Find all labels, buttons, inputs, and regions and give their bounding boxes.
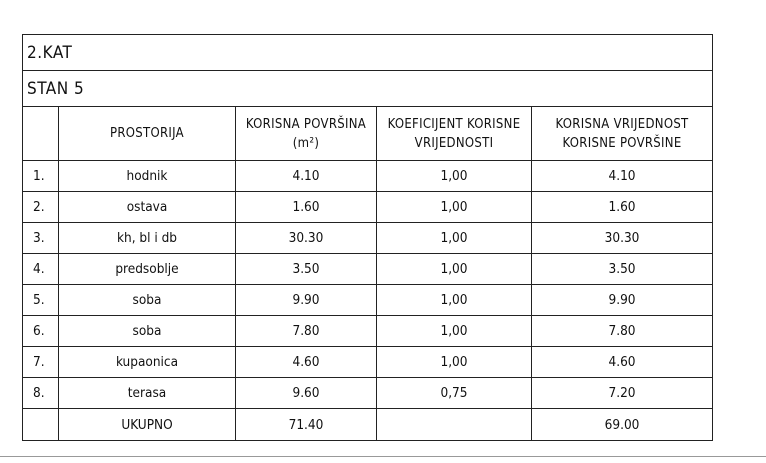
floor-title: 2.KAT	[23, 35, 713, 71]
row-number: 3.	[23, 223, 59, 254]
row-number: 8.	[23, 378, 59, 409]
room-name: predsoblje	[59, 254, 236, 285]
usable-value: 7.20	[532, 378, 713, 409]
room-name: soba	[59, 285, 236, 316]
value-coefficient: 0,75	[377, 378, 532, 409]
floor-row	[23, 35, 713, 71]
usable-area: 4.60	[236, 347, 377, 378]
table-row	[23, 285, 713, 316]
usable-value: 9.90	[532, 285, 713, 316]
usable-value: 3.50	[532, 254, 713, 285]
value-coefficient: 1,00	[377, 192, 532, 223]
row-number: 5.	[23, 285, 59, 316]
usable-area: 30.30	[236, 223, 377, 254]
area-table	[22, 34, 713, 441]
usable-value: 30.30	[532, 223, 713, 254]
column-header-row	[23, 107, 713, 161]
row-number: 7.	[23, 347, 59, 378]
room-name: ostava	[59, 192, 236, 223]
value-coefficient: 1,00	[377, 223, 532, 254]
value-coefficient: 1,00	[377, 254, 532, 285]
page-bottom-divider	[0, 456, 766, 457]
usable-area: 9.90	[236, 285, 377, 316]
usable-area: 3.50	[236, 254, 377, 285]
table-row	[23, 378, 713, 409]
total-row	[23, 409, 713, 441]
usable-value: 1.60	[532, 192, 713, 223]
table-row	[23, 254, 713, 285]
row-number: 4.	[23, 254, 59, 285]
room-name: kh, bl i db	[59, 223, 236, 254]
column-header-coefficient: KOEFICIJENT KORISNE VRIJEDNOSTI	[377, 107, 532, 161]
table-row	[23, 161, 713, 192]
value-coefficient: 1,00	[377, 347, 532, 378]
apartment-title: STAN 5	[23, 71, 713, 107]
room-name: hodnik	[59, 161, 236, 192]
table-row	[23, 316, 713, 347]
total-area: 71.40	[236, 409, 377, 441]
row-number: 6.	[23, 316, 59, 347]
column-header-room: PROSTORIJA	[59, 107, 236, 161]
value-coefficient: 1,00	[377, 316, 532, 347]
table-row	[23, 192, 713, 223]
value-coefficient: 1,00	[377, 285, 532, 316]
total-value: 69.00	[532, 409, 713, 441]
total-number-cell	[23, 409, 59, 441]
value-coefficient: 1,00	[377, 161, 532, 192]
room-name: kupaonica	[59, 347, 236, 378]
usable-area: 1.60	[236, 192, 377, 223]
row-number: 2.	[23, 192, 59, 223]
apartment-row	[23, 71, 713, 107]
table-row	[23, 347, 713, 378]
total-label: UKUPNO	[59, 409, 236, 441]
room-name: terasa	[59, 378, 236, 409]
total-coefficient-cell	[377, 409, 532, 441]
room-name: soba	[59, 316, 236, 347]
column-header-number	[23, 107, 59, 161]
table-body	[23, 35, 713, 441]
usable-value: 7.80	[532, 316, 713, 347]
usable-value: 4.10	[532, 161, 713, 192]
row-number: 1.	[23, 161, 59, 192]
table-row	[23, 223, 713, 254]
usable-value: 4.60	[532, 347, 713, 378]
usable-area: 9.60	[236, 378, 377, 409]
column-header-value: KORISNA VRIJEDNOST KORISNE POVRŠINE	[532, 107, 713, 161]
usable-area: 7.80	[236, 316, 377, 347]
column-header-area: KORISNA POVRŠINA (m²)	[236, 107, 377, 161]
usable-area: 4.10	[236, 161, 377, 192]
